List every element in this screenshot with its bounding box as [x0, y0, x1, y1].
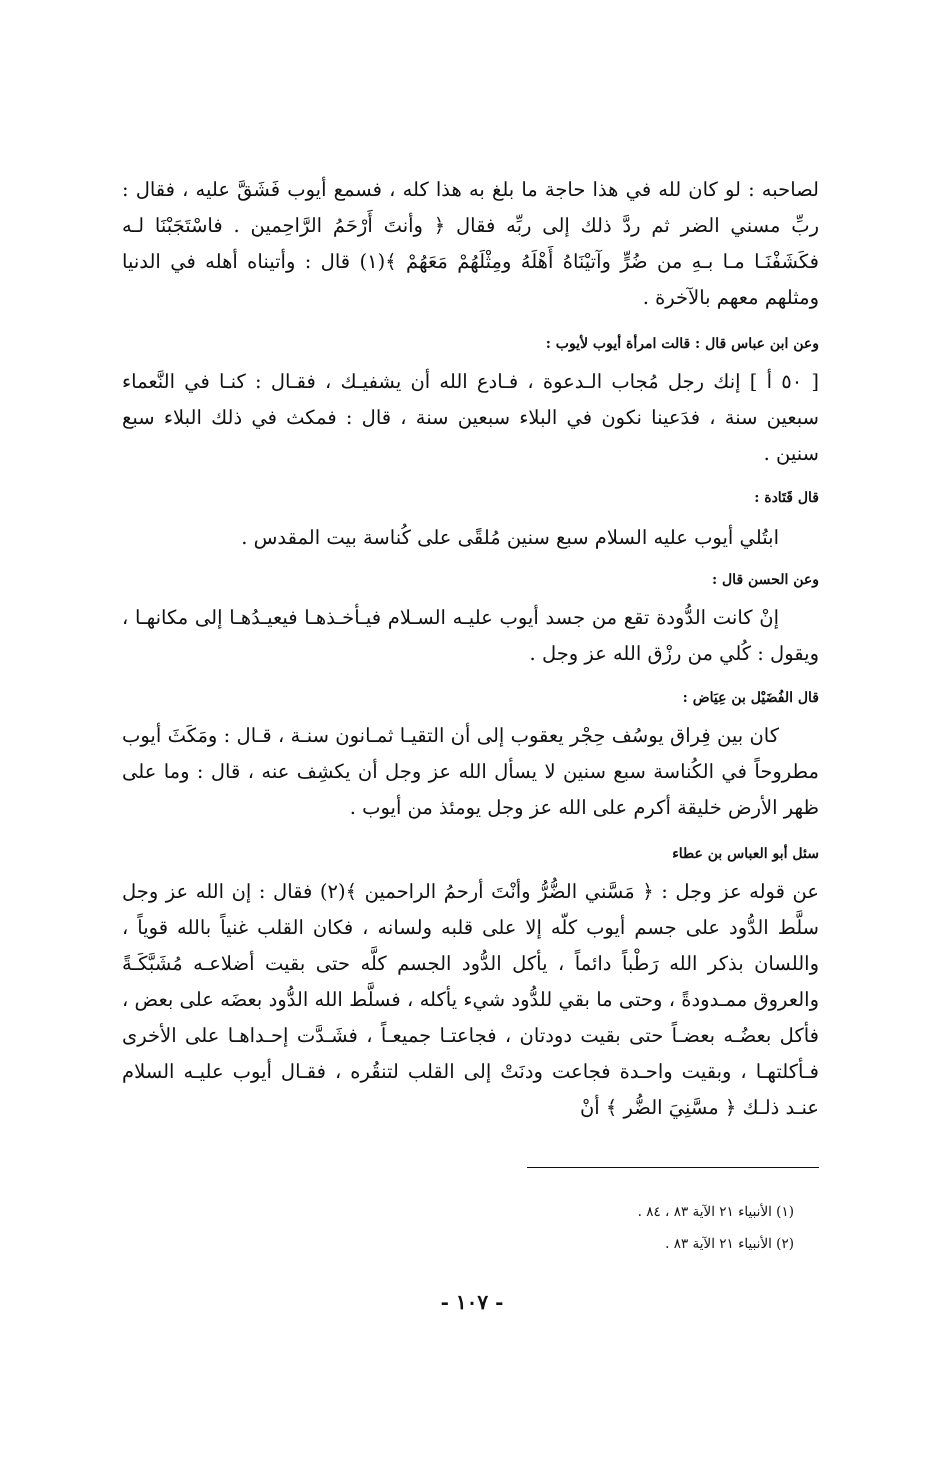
- footnote-2: (٢) الأنبياء ٢١ الآية ٨٣ .: [665, 1236, 794, 1252]
- section-heading-hasan: وعن الحسن قال :: [711, 572, 819, 588]
- footnotes: [394, 1196, 794, 1260]
- paragraph-3: ابتُلي أيوب عليه السلام سبع سنين مُلقًى على كُناسة بيت المقدس .: [241, 526, 779, 549]
- section-heading-qatada: قال قَتَادة :: [754, 490, 819, 506]
- footnote-divider: [527, 1167, 819, 1168]
- page-number: - ١٠٧ -: [440, 1290, 504, 1314]
- section-heading-fudayl: قال الفُضَيْل بن عِيَاض :: [682, 690, 819, 706]
- paragraph-6: عن قوله عز وجل : ﴿ مَسَّني الضُّرُّ وأنْتَ أرحمُ الراحمين ﴾(٢) فقال : إن الله عز وجل سلَّط الدُّود على جسم أيوب كلّه إلا على قلبه ولسانه ، فكان القلب غنياً بالله قوياً ، واللسان بذكر الله رَطْباً دائماً ، يأكل الدُّود الجسم كلَّه حتى بقيت أضلاعـه مُشَبَّكَـةً والعروق ممـدودةً ، وحتى ما بقي للدُّود شيء يأكله ، فسلَّط الله الدُّود بعضَه على بعض ، فأكل بعضُـه بعضـاً حتى بقيت دودتان ، فجاعتـا جميعـاً ، فشَـدَّت إحـداهـا على الأخرى فـأكلتهـا ، وبقيت واحـدة فجاعت ودنَتْ إلى القلب لتنقُره ، فقـال أيوب عليـه السلام عنـد ذلـك ﴿ مسَّنِيَ الضُّر ﴾ أنْ: [122, 880, 819, 1119]
- paragraph-2: [ ٥٠ أ ] إنك رجل مُجاب الـدعوة ، فـادع الله أن يشفيـك ، فقـال : كنـا في النَّعماء سبعين سنة ، فدَعينا نكون في البلاء سبعين سنة ، قال : فمكث في ذلك البلاء سبع سنين .: [122, 370, 819, 465]
- paragraph-4: إنْ كانت الدُّودة تقع من جسد أيوب عليـه السـلام فيـأخـذهـا فيعيـدُهـا إلى مكانهـا ، ويقول : كُلي من رزْق الله عز وجل .: [122, 606, 819, 665]
- paragraph-5: كان بين فِراق يوسُف حِجْر يعقوب إلى أن التقيـا ثمـانون سنـة ، قـال : ومَكَثَ أيوب مطروحاً في الكُناسة سبع سنين لا يسأل الله عز وجل أن يكشِف عنه ، قال : وما على ظهر الأرض خليقة أكرم على الله عز وجل يومئذ من أيوب .: [122, 724, 819, 819]
- footnote-1: (١) الأنبياء ٢١ الآية ٨٣ ، ٨٤ .: [637, 1204, 794, 1220]
- section-heading-ibn-abbas: وعن ابن عباس قال : قالت امرأة أيوب لأيوب :: [545, 336, 819, 352]
- section-heading-abul-abbas: سئل أبو العباس بن عطاء: [672, 846, 819, 862]
- paragraph-1: لصاحبه : لو كان لله في هذا حاجة ما بلغ به هذا كله ، فسمع أيوب فَشَقَّ عليه ، فقال : ربِّ مسني الضر ثم ردَّ ذلك إلى ربِّه فقال ﴿ وأنتَ أَرْحَمُ الرَّاحِمين . فاسْتَجَبْنَا لـه فكَشَفْنَـا مـا بـهِ من ضُرٍّ وآتيْنَاهُ أَهْلَهُ ومِثْلَهُمْ مَعَهُمْ ﴾(١) قال : وأتيناه أهله في الدنيا ومثلهم معهم بالآخرة .: [122, 178, 820, 309]
